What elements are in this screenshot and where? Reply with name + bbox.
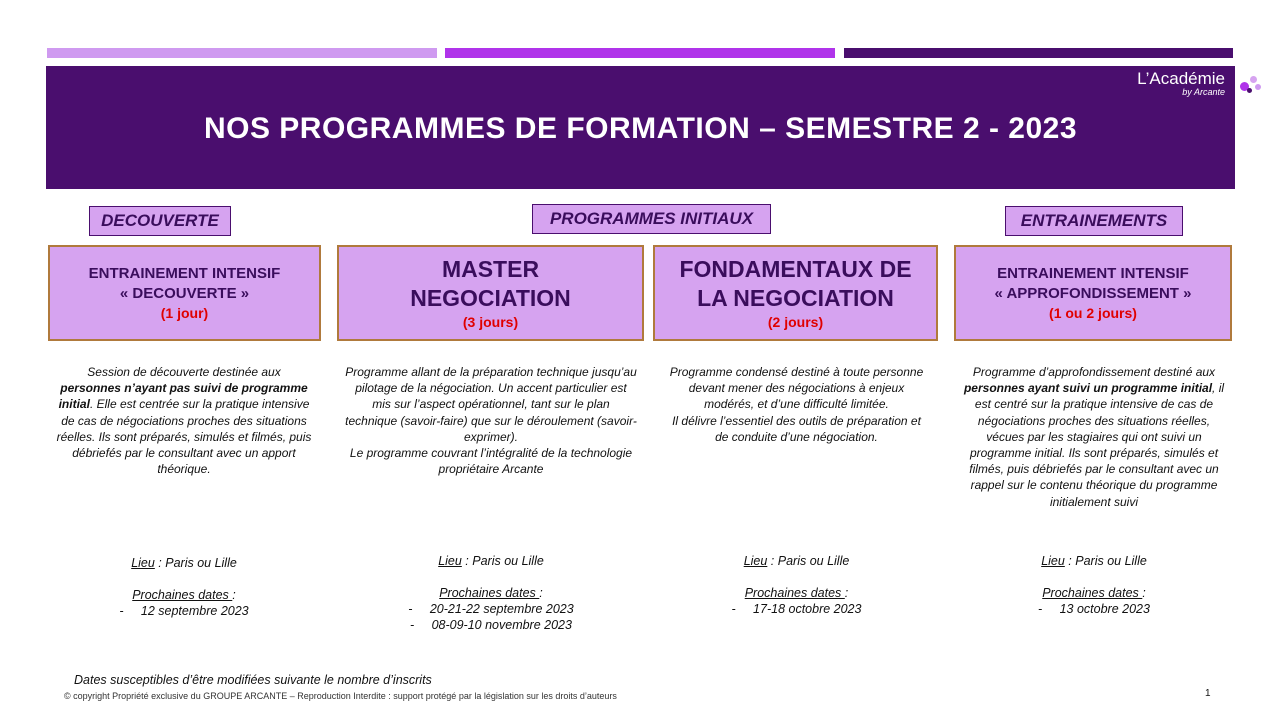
program-description: [56, 364, 312, 477]
program-description: [664, 364, 929, 445]
description-emphasis: personnes ayant suivi un programme initial: [963, 381, 1213, 396]
top-bar-dark: [844, 48, 1233, 58]
bullet: -: [731, 602, 754, 616]
program-duration: (1 ou 2 jours): [1049, 305, 1137, 321]
program-title-line2: « APPROFONDISSEMENT »: [994, 285, 1192, 302]
copyright-notice: © copyright Propriété exclusive du GROUPE ARCANTE – Reproduction Interdite : support protégé par la législation sur les droits d’auteurs: [64, 691, 617, 701]
dates-label: Prochaines dates: [439, 586, 540, 600]
dates-label: Prochaines dates: [132, 588, 233, 602]
top-bar-medium: [445, 48, 835, 58]
lieu-value: : Paris ou Lille: [767, 554, 850, 568]
description-text: Programme allant de la préparation technique jusqu’au pilotage de la négociation. Un accent particulier est mis sur l’aspect opérationnel, tant sur le plan technique (savoir-faire) que sur le déroulement (savoir-exprimer).: [345, 365, 637, 444]
dates-colon: :: [232, 588, 236, 602]
academie-logo: [1137, 69, 1225, 97]
description-text: , il est centré sur la pratique intensive de cas de négociations proches des situations réelles, vécues par les stagiaires qui ont suivi un programme initial. Ils sont préparés, simulés et filmés, puis débriefés par le consultant avec un rappel sur le contenu théorique du programme initialement suivi: [969, 381, 1225, 509]
lieu-line: [963, 553, 1225, 569]
program-title-line2: « DECOUVERTE »: [119, 285, 250, 302]
date-value: 13 octobre 2023: [1059, 602, 1150, 616]
lieu-label: Lieu: [1041, 554, 1065, 568]
dates-label: Prochaines dates: [1042, 586, 1143, 600]
date-item: [345, 617, 637, 633]
date-value: 08-09-10 novembre 2023: [431, 618, 572, 632]
description-text: Programme d’approfondissement destiné aux: [972, 365, 1216, 379]
lieu-line: [56, 555, 312, 571]
dates-heading: [664, 585, 929, 601]
date-item: [664, 601, 929, 617]
program-duration: (1 jour): [160, 305, 209, 321]
dates-colon: :: [539, 586, 543, 600]
spacer: [56, 571, 312, 587]
program-title-line1: FONDAMENTAUX DE: [679, 256, 912, 282]
description-text: . Elle est centrée sur la pratique intensive de cas de négociations proches des situations réelles. Ils sont préparés, simulés et filmés, puis débriefés par le consultant avec un apport théorique.: [56, 397, 312, 477]
description-emphasis: personnes n’ayant pas suivi de programme initial: [58, 381, 308, 412]
lieu-label: Lieu: [438, 554, 462, 568]
description-text: Il délivre l’essentiel des outils de préparation et de conduite d’une négociation.: [672, 413, 921, 444]
dates-label: Prochaines dates: [744, 586, 845, 600]
category-decouverte: DECOUVERTE: [89, 206, 231, 236]
dates-colon: :: [1142, 586, 1146, 600]
program-info: [963, 553, 1225, 617]
lieu-label: Lieu: [743, 554, 768, 568]
date-item: [963, 601, 1225, 617]
date-item: [56, 603, 312, 619]
date-item: [345, 601, 637, 617]
program-card-fondamentaux: [653, 245, 938, 341]
description-text: Le programme couvrant l’intégralité de la technologie propriétaire Arcante: [349, 446, 633, 477]
program-title-line2: LA NEGOCIATION: [697, 285, 894, 311]
program-duration: (3 jours): [462, 314, 519, 330]
dates-colon: :: [844, 586, 849, 600]
bullet: -: [119, 604, 141, 618]
bullet: -: [410, 618, 432, 632]
bullet: -: [1038, 602, 1060, 616]
program-title-line1: MASTER: [441, 256, 540, 282]
program-info: [664, 553, 929, 617]
lieu-value: : Paris ou Lille: [1064, 554, 1147, 568]
bullet: -: [408, 602, 430, 616]
program-title-line1: ENTRAINEMENT INTENSIF: [997, 265, 1189, 282]
spacer: [664, 569, 929, 585]
program-title-line1: ENTRAINEMENT INTENSIF: [88, 265, 281, 282]
program-duration: (2 jours): [767, 314, 824, 330]
page-number: 1: [1205, 688, 1211, 699]
program-description: [345, 364, 637, 477]
program-info: [345, 553, 637, 633]
date-value: 17-18 octobre 2023: [753, 602, 862, 616]
spacer: [963, 569, 1225, 585]
top-bar-light: [47, 48, 437, 58]
lieu-value: : Paris ou Lille: [154, 556, 237, 570]
dates-disclaimer: Dates susceptibles d’être modifiées suivante le nombre d’inscrits: [74, 673, 432, 687]
spacer: [345, 569, 637, 585]
program-description: [963, 364, 1225, 510]
page-title: NOS PROGRAMMES DE FORMATION – SEMESTRE 2 - 2023: [203, 112, 1078, 145]
description-text: Programme condensé destiné à toute personne devant mener des négociations à enjeux modérés, et d’une difficulté limitée.: [669, 365, 924, 412]
logo-name: L’Académie: [1137, 69, 1225, 88]
program-card-master: [337, 245, 644, 341]
program-card-decouverte: [48, 245, 321, 341]
category-entrainements: ENTRAINEMENTS: [1005, 206, 1183, 236]
logo-dots-icon: [1238, 72, 1264, 96]
category-programmes-initiaux: PROGRAMMES INITIAUX: [532, 204, 771, 234]
lieu-line: [345, 553, 637, 569]
logo-subtitle: by Arcante: [1182, 87, 1225, 97]
lieu-line: [664, 553, 929, 569]
description-text: Session de découverte destinée aux: [87, 365, 281, 379]
program-title-line2: NEGOCIATION: [410, 285, 571, 311]
lieu-value: : Paris ou Lille: [461, 554, 544, 568]
program-info: [56, 555, 312, 619]
dates-heading: [963, 585, 1225, 601]
program-card-approfondissement: [954, 245, 1232, 341]
dates-heading: [345, 585, 637, 601]
title-banner: [46, 66, 1235, 189]
date-value: 20-21-22 septembre 2023: [429, 602, 574, 616]
dates-heading: [56, 587, 312, 603]
date-value: 12 septembre 2023: [140, 604, 249, 618]
lieu-label: Lieu: [131, 556, 155, 570]
